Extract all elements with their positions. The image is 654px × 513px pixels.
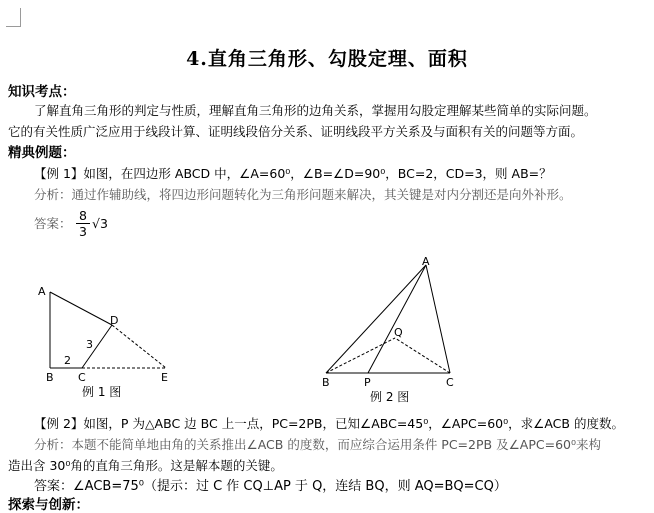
page-title: 4.直角三角形、勾股定理、面积 — [186, 48, 468, 70]
example2-question: 【例 2】如图，P 为△ABC 边 BC 上一点，PC=2PB，已知∠ABC=45⁰，∠APC=60⁰，求∠ACB 的度数。 — [34, 416, 624, 431]
example1-question: 【例 1】如图，在四边形 ABCD 中，∠A=60⁰，∠B=∠D=90⁰，BC=2，CD=3，则 AB=？ — [34, 166, 552, 181]
fig1-label-c: C — [78, 371, 86, 384]
example2-analysis-line1: 分析：本题不能简单地由角的关系推出∠ACB 的度数，而应综合运用条件 PC=2PB 及∠APC=60⁰来构 — [34, 437, 601, 452]
knowledge-text-line2: 它的有关性质广泛应用于线段计算、证明线段倍分关系、证明线段平方关系及与面积有关的问题等方面。 — [8, 124, 584, 139]
fig2-dashed-cq — [395, 338, 450, 373]
fig1-caption: 例 1 图 — [82, 385, 122, 399]
knowledge-text-line1: 了解直角三角形的判定与性质，理解直角三角形的边角关系，掌握用勾股定理解某些简单的实际问题。 — [34, 103, 597, 118]
example1-answer-fraction — [76, 208, 90, 239]
example2-analysis-line2: 造出含 30⁰角的直角三角形。这是解本题的关键。 — [8, 458, 283, 473]
example1-answer-label: 答案： — [34, 216, 72, 231]
example1-analysis: 分析：通过作辅助线，将四边形问题转化为三角形问题来解决，其关键是对内分割还是向外补形。 — [34, 187, 572, 202]
fig1-segment-ad — [50, 292, 112, 325]
fig2-caption: 例 2 图 — [370, 390, 410, 404]
example2-answer: 答案：∠ACB=75⁰（提示：过 C 作 CQ⊥AP 于 Q，连结 BQ，则 AQ=BQ=CQ） — [34, 479, 507, 494]
fig1-label-bc-length: 2 — [64, 354, 71, 367]
fig2-label-b: B — [322, 376, 330, 389]
fig2-segment-ap — [368, 265, 426, 373]
fig2-segment-ac — [426, 265, 450, 373]
fig2-label-a: A — [422, 255, 430, 268]
fig1-label-e: E — [161, 371, 168, 384]
fig2-segment-ab — [326, 265, 426, 373]
fig2-label-p: P — [364, 376, 371, 389]
fig2-label-q: Q — [394, 326, 403, 339]
figure-example1 — [30, 280, 180, 400]
fig1-dashed-de — [112, 325, 166, 368]
fig1-label-d: D — [110, 314, 119, 327]
fig2-dashed-bq — [326, 338, 395, 373]
section-heading-examples: 精典例题： — [8, 145, 76, 161]
figure-example2 — [310, 255, 480, 405]
section-heading-knowledge: 知识考点： — [8, 84, 76, 100]
example1-answer-sqrt: √3 — [92, 216, 108, 231]
fig2-label-c: C — [446, 376, 454, 389]
fraction-numerator: 8 — [76, 208, 90, 224]
fraction-denominator: 3 — [79, 224, 87, 239]
section-heading-explore: 探索与创新： — [8, 497, 89, 513]
fig1-label-cd-length: 3 — [86, 338, 93, 351]
fig1-label-b: B — [46, 371, 54, 384]
fig1-label-a: A — [38, 285, 46, 298]
page-corner-mark — [6, 8, 21, 27]
